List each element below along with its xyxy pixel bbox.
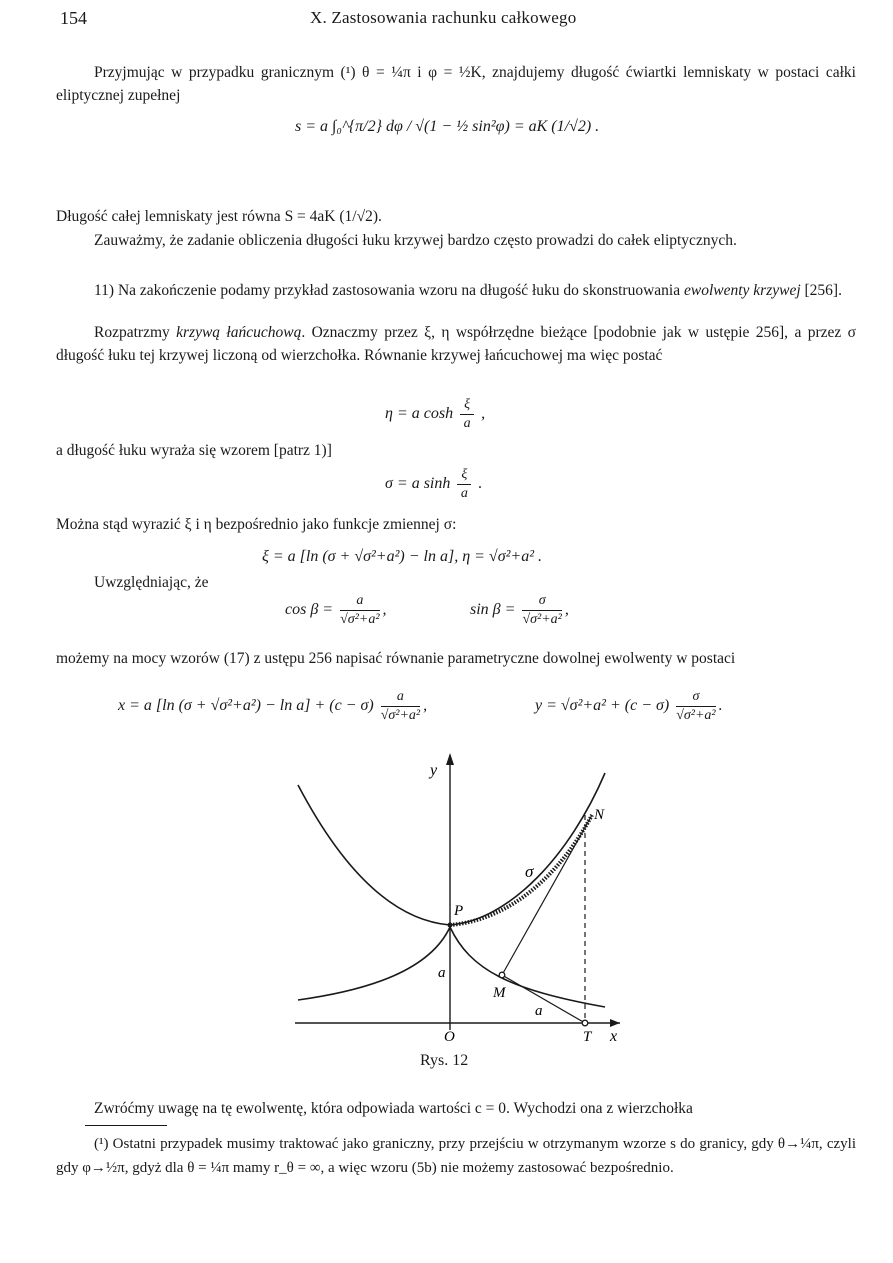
label-y: y <box>430 762 438 779</box>
label-T: T <box>583 1029 592 1045</box>
eq6b-numerator: σ <box>676 688 715 707</box>
label-N: N <box>594 807 605 823</box>
eq5b-lhs: sin β = <box>470 601 516 619</box>
y-axis-arrow <box>446 753 454 765</box>
eq3-denominator: a <box>460 486 468 501</box>
label-x: x <box>610 1028 618 1045</box>
para5-text-a: Rozpatrzmy <box>94 324 177 341</box>
paragraph-c-zero: Zwróćmy uwagę na tę ewolwentę, która odpowiada wartości c = 0. Wychodzi ona z wierzchołka <box>94 1100 693 1117</box>
para4-text-b: [256]. <box>800 282 842 299</box>
eq2-tail: , <box>481 405 486 423</box>
paragraph-considering: Uwzględniając, że <box>94 574 209 591</box>
eq2-lhs: η = a cosh <box>385 405 454 423</box>
eq6a-fraction <box>381 688 420 725</box>
tangent-M-T <box>502 975 585 1023</box>
equation-xi-eta: ξ = a [ln (σ + √σ²+a²) − ln a], η = √σ²+a² . <box>262 548 542 565</box>
eq6a-text: x = a [ln (σ + √σ²+a²) − ln a] + (c − σ) <box>118 697 374 715</box>
involute-curve <box>298 927 605 1007</box>
equation-sin-beta: sin β = $\frac{\sigma}{\text{√σ²+a²}}$ , <box>470 593 569 627</box>
paragraph-full-lemniscate: Długość całej lemniskaty jest równa S = 4aK (1/√2). <box>56 208 382 225</box>
eq3-fraction <box>457 466 471 503</box>
equation-arc-length <box>385 466 482 503</box>
label-M: M <box>493 985 506 1001</box>
eq6b-fraction <box>676 688 715 725</box>
label-P: P <box>454 903 464 919</box>
label-O: O <box>444 1029 455 1045</box>
para4-text-a: 11) Na zakończenie podamy przykład zastosowania wzoru na długość łuku do skonstruowania <box>94 282 684 299</box>
running-title: X. Zastosowania rachunku całkowego <box>310 8 577 27</box>
point-P <box>448 923 453 928</box>
line-N-M <box>502 815 592 975</box>
label-sigma: σ <box>525 862 534 881</box>
equation-involute-y: y = √σ²+a² + (c − σ) $\frac{\sigma}{\text{√σ²+a²}}$ . <box>535 689 723 723</box>
footnote: (¹) Ostatni przypadek musimy traktować jako graniczny, przy przejściu w otrzymanym wzorze s do granicy, gdy θ→¼π, czyli gdy φ→½π, gdyż dla θ = ¼π mamy r_θ = ∞, a więc wzoru (5b) nie możemy zastosować bezpośrednio. <box>56 1136 856 1176</box>
equation-cos-beta: cos β = $\frac{a}{\text{√σ²+a²}}$ , <box>285 593 387 627</box>
para5-emphasis: krzywą łańcuchową <box>176 324 302 341</box>
equation-catenary <box>385 396 485 433</box>
paragraph-arc-length: a długość łuku wyraża się wzorem [patrz 1)] <box>56 442 332 459</box>
eq3-numerator: ξ <box>457 466 471 485</box>
catenary-involute-figure <box>280 745 630 1045</box>
para5-text-b: . Oznaczmy przez ξ, η współrzędne bieżące [podobnie jak w ustępie 256], a przez σ długość łuku tej krzywej liczoną od wierzchołka. Równanie krzywej łańcuchowej ma więc postać <box>56 324 856 364</box>
paragraph-involute-intro <box>56 280 856 303</box>
para4-emphasis: ewolwenty krzywej <box>683 282 801 299</box>
eq5a-denominator: √σ²+a² <box>340 612 380 627</box>
eq5a-lhs: cos β = <box>285 601 334 619</box>
page-number: 154 <box>60 8 87 28</box>
point-M <box>499 972 505 978</box>
eq5b-denominator: √σ²+a² <box>522 612 562 627</box>
eq3-lhs: σ = a sinh <box>385 475 451 493</box>
eq3-tail: . <box>478 475 483 493</box>
equation-lemniscate-integral: s = a ∫₀^{π/2} dφ / √(1 − ½ sin²φ) = aK (1/√2) . <box>295 118 600 135</box>
point-T <box>582 1020 588 1026</box>
eq2-numerator: ξ <box>460 396 474 415</box>
paragraph-catenary <box>56 322 856 367</box>
x-axis-arrow <box>610 1019 620 1027</box>
label-a-vertical: a <box>438 965 446 981</box>
eq6b-denominator: √σ²+a² <box>676 708 716 723</box>
sigma-arc <box>450 815 592 925</box>
eq2-fraction <box>460 396 474 433</box>
catenary-curve <box>298 773 605 925</box>
eq2-denominator: a <box>463 416 471 431</box>
eq5a-numerator: a <box>340 592 379 611</box>
eq6b-text: y = √σ²+a² + (c − σ) <box>535 697 670 715</box>
paragraph-elliptic-note: Zauważmy, że zadanie obliczenia długości łuku krzywej bardzo często prowadzi do całek eliptycznych. <box>94 232 737 249</box>
label-a-tangent: a <box>535 1003 543 1019</box>
eq5a-fraction <box>340 592 379 629</box>
eq6a-denominator: √σ²+a² <box>380 708 421 723</box>
equation-involute-x: x = a [ln (σ + √σ²+a²) − ln a] + (c − σ) $\frac{a}{\text{√σ²+a²}}$ , <box>118 689 428 723</box>
footnote-rule <box>85 1125 167 1126</box>
paragraph-express-xi-eta: Można stąd wyrazić ξ i η bezpośrednio jako funkcje zmiennej σ: <box>56 516 457 533</box>
paragraph-lemniscate-intro: Przyjmując w przypadku granicznym (¹) θ = ¼π i φ = ½K, znajdujemy długość ćwiartki lemniskaty w postaci całki eliptycznej zupełnej <box>56 64 856 104</box>
paragraph-parametric: możemy na mocy wzorów (17) z ustępu 256 napisać równanie parametryczne dowolnej ewolwenty w postaci <box>56 650 736 667</box>
figure-caption: Rys. 12 <box>420 1052 469 1069</box>
eq5b-fraction <box>522 592 561 629</box>
page-header <box>60 8 853 32</box>
eq6a-numerator: a <box>381 688 420 707</box>
eq5b-numerator: σ <box>522 592 561 611</box>
